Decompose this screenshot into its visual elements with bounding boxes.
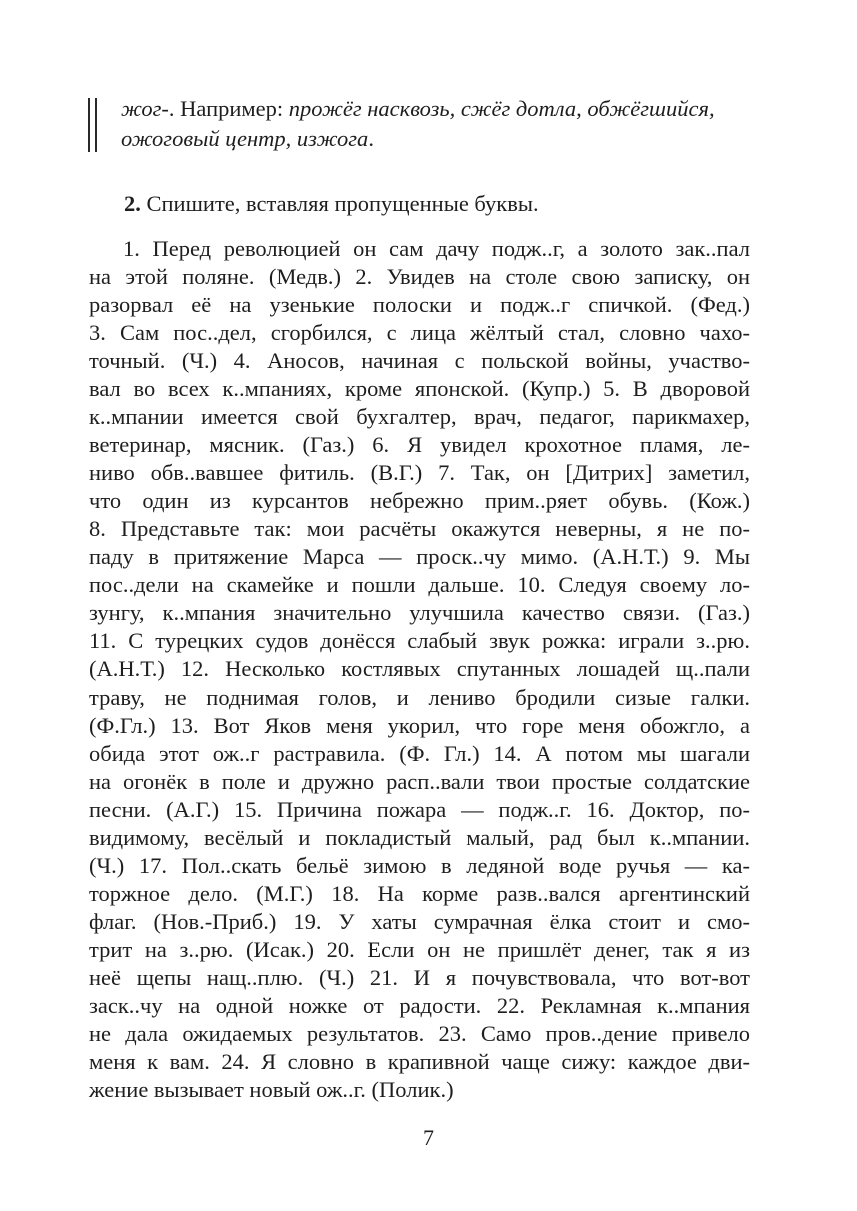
- note-end: .: [368, 126, 374, 151]
- rule-note: [121, 94, 751, 154]
- rule-note-line-1: [121, 94, 751, 124]
- page-number: 7: [423, 1125, 434, 1150]
- note-examples-2: ожоговый центр, изжога: [121, 126, 369, 151]
- text-line: ниво обв..вавшее фитиль. (В.Г.) 7. Так, он [Дитрих] заметил,: [89, 460, 750, 486]
- note-lead-text: . Например:: [168, 96, 289, 121]
- text-line: зунгу, к..мпания значительно улучшила качество связи. (Газ.): [89, 600, 750, 626]
- text-line: жение вызывает новый ож..г. (Полик.): [89, 1076, 454, 1102]
- text-line: разорвал её на узенькие полоски и подж..г спичкой. (Фед.): [89, 292, 750, 318]
- text-line: паду в притяжение Марса — проск..чу мимо. (А.Н.Т.) 9. Мы: [89, 544, 750, 570]
- text-line: (Ф.Гл.) 13. Вот Яков меня укорил, что горе меня обожгло, а: [89, 712, 750, 738]
- text-line: (Ч.) 17. Пол..скать бельё зимою в ледяной воде ручья — ка-: [89, 852, 750, 878]
- exercise-number: 2.: [124, 191, 141, 216]
- note-examples-1: прожёг насквозь, сжёг дотла, обжёгшийся,: [288, 96, 715, 121]
- text-line: трит на з..рю. (Исак.) 20. Если он не пришлёт денег, так я из: [89, 936, 750, 962]
- text-line: видимому, весёлый и покладистый малый, рад был к..мпании.: [89, 824, 750, 850]
- text-line: торжное дело. (М.Г.) 18. На корме разв..вался аргентинский: [89, 880, 750, 906]
- text-line: неё щепы нащ..плю. (Ч.) 21. И я почувствовала, что вот-вот: [89, 964, 750, 990]
- text-line: флаг. (Нов.-Приб.) 19. У хаты сумрачная ёлка стоит и смо-: [89, 908, 750, 934]
- margin-rule-marker: [88, 98, 100, 152]
- text-line: 3. Сам пос..дел, сгорбился, с лица жёлтый стал, словно чахо-: [89, 320, 750, 346]
- exercise-text: [89, 235, 750, 1104]
- text-line: точный. (Ч.) 4. Аносов, начиная с польской войны, участво-: [89, 348, 750, 374]
- exercise-heading: [124, 189, 754, 219]
- text-line: пос..дели на скамейке и пошли дальше. 10. Следуя своему ло-: [89, 572, 750, 598]
- text-line: вал во всех к..мпаниях, кроме японской. (Купр.) 5. В дворовой: [89, 376, 750, 402]
- text-line: 11. С турецких судов донёсся слабый звук рожка: играли з..рю.: [89, 628, 750, 654]
- margin-rule-right: [95, 98, 97, 152]
- margin-rule-left: [88, 98, 90, 152]
- text-line: на этой поляне. (Медв.) 2. Увидев на столе свою записку, он: [89, 264, 750, 290]
- text-line: к..мпании имеется свой бухгалтер, врач, педагог, парикмахер,: [89, 404, 750, 430]
- text-line: обида этот ож..г растравила. (Ф. Гл.) 14. А потом мы шагали: [89, 740, 750, 766]
- text-line: траву, не поднимая голов, и лениво бродили сизые галки.: [89, 684, 750, 710]
- text-line: 8. Представьте так: мои расчёты окажутся неверны, я не по-: [89, 516, 750, 542]
- text-line: ветеринар, мясник. (Газ.) 6. Я увидел крохотное пламя, ле-: [89, 432, 750, 458]
- rule-note-line-2: [121, 124, 751, 154]
- text-line: заск..чу на одной ножке от радости. 22. Рекламная к..мпания: [89, 992, 750, 1018]
- exercise-instruction: Спишите, вставляя пропущенные буквы.: [146, 191, 539, 216]
- text-line: что один из курсантов небрежно прим..ряет обувь. (Кож.): [89, 488, 750, 514]
- text-line: 1. Перед революцией он сам дачу подж..г, а золото зак..пал: [123, 236, 750, 261]
- text-line: (А.Н.Т.) 12. Несколько костлявых спутанных лошадей щ..пали: [89, 656, 750, 682]
- text-line: не дала ожидаемых результатов. 23. Само пров..дение привело: [89, 1020, 750, 1046]
- text-line: меня к вам. 24. Я словно в крапивной чаще сижу: каждое дви-: [89, 1048, 750, 1074]
- text-line: на огонёк в поле и дружно расп..вали твои простые солдатские: [89, 768, 750, 794]
- root-example: жог-: [121, 96, 169, 121]
- text-line: песни. (А.Г.) 15. Причина пожара — подж..г. 16. Доктор, по-: [89, 796, 750, 822]
